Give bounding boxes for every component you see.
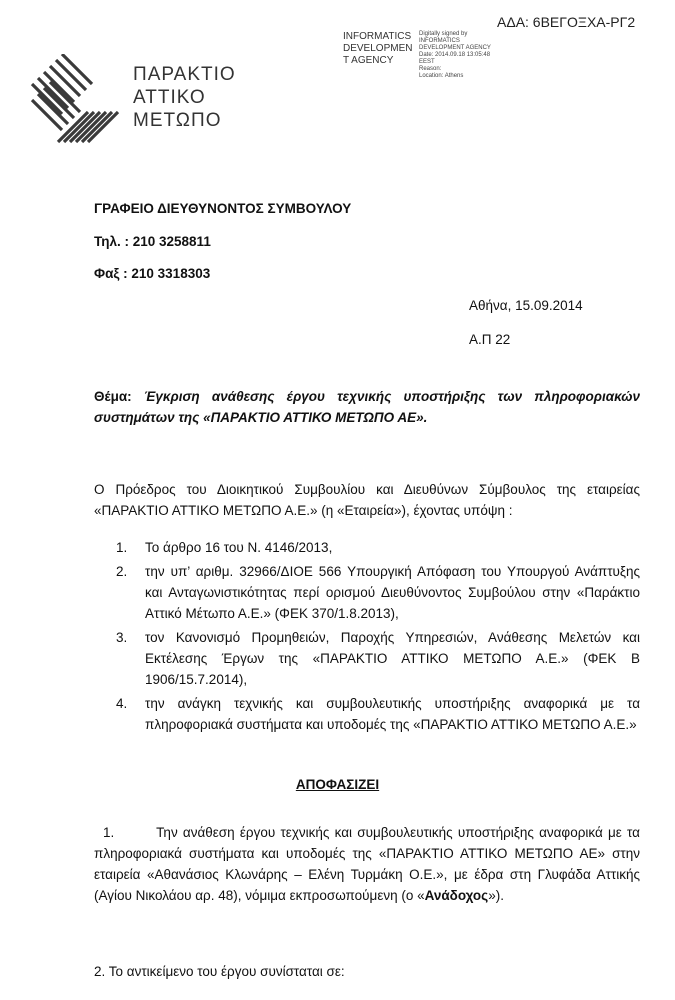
company-logo-icon [28, 54, 120, 146]
decision-number: 1. [103, 825, 115, 840]
logo-line: ΠΑΡΑΚΤΙΟ [133, 64, 236, 85]
decision-bold-term: Ανάδοχος [424, 888, 489, 903]
signature-info-line: INFORMATICS [419, 38, 460, 44]
logo-line: ΜΕΤΩΠΟ [133, 110, 222, 131]
signature-org-line: INFORMATICS [343, 31, 412, 42]
logo-line: ΑΤΤΙΚΟ [133, 87, 206, 108]
list-item [94, 537, 640, 558]
decision-paragraph-1 [94, 822, 640, 906]
signature-info-line: DEVELOPMENT AGENCY [419, 45, 491, 51]
list-item [94, 693, 640, 735]
decision-text: Την ανάθεση έργου τεχνικής και συμβουλευτικής υποστήριξης αναφορικά με τα πληροφοριακά συστήματα και υποδομές της «ΠΑΡΑΚΤΙΟ ΑΤΤΙΚΟ ΜΕΤΩΠΟ ΑΕ» στην εταιρεία «Αθανάσιος Κλωνάρης – Ελένη Τυρμάκη Ο.Ε.», με έδρα στη Γλυφάδα Αττικής (Αγίου Νικολάου αρ. 48), νόμιμα εκπροσωπούμενη (ο « [94, 825, 640, 903]
considerations-list [94, 537, 640, 738]
protocol-number: Α.Π 22 [469, 332, 511, 347]
list-item [94, 561, 640, 624]
office-title: ΓΡΑΦΕΙΟ ΔΙΕΥΘΥΝΟΝΤΟΣ ΣΥΜΒΟΥΛΟΥ [94, 201, 352, 216]
decision-paragraph-2: 2. Το αντικείμενο του έργου συνίσταται σε: [94, 964, 345, 979]
list-item-number: 3. [116, 630, 128, 645]
intro-paragraph: Ο Πρόεδρος του Διοικητικού Συμβουλίου και Διευθύνων Σύμβουλος της εταιρείας «ΠΑΡΑΚΤΙΟ ΑΤΤΙΚΟ ΜΕΤΩΠΟ Α.Ε.» (η «Εταιρεία»), έχοντας υπόψη : [94, 482, 640, 518]
list-item-text: Το άρθρο 16 του Ν. 4146/2013, [145, 540, 333, 555]
place-date: Αθήνα, 15.09.2014 [469, 298, 583, 313]
signature-info-line: Reason: [419, 66, 442, 72]
signature-organization [343, 31, 412, 67]
list-item-text: την ανάγκη τεχνικής και συμβουλευτικής υποστήριξης αναφορικά με τα πληροφοριακά συστήματα και υποδομές της «ΠΑΡΑΚΤΙΟ ΑΤΤΙΚΟ ΜΕΤΩΠΟ Α.Ε.» [145, 696, 640, 732]
list-item-number: 2. [116, 564, 128, 579]
list-item-text: την υπ’ αριθμ. 32966/ΔΙΟΕ 566 Υπουργική Απόφαση του Υπουργού Ανάπτυξης και Ανταγωνιστικότητας περί ορισμού Διευθύνοντος Συμβούλου στην «Παράκτιο Αττικό Μέτωπο Α.Ε.» (ΦΕΚ 370/1.8.2013), [145, 564, 640, 621]
subject-label: Θέμα: [94, 389, 132, 404]
list-item-number: 4. [116, 696, 128, 711]
signature-info-line: Digitally signed by [419, 31, 468, 37]
list-item [94, 627, 640, 690]
list-item-text: τον Κανονισμό Προμηθειών, Παροχής Υπηρεσιών, Ανάθεσης Μελετών και Εκτέλεσης Έργων της «ΠΑΡΑΚΤΙΟ ΑΤΤΙΚΟ ΜΕΤΩΠΟ Α.Ε.» (ΦΕΚ Β 1906/15.7.2014), [145, 630, 640, 687]
decision-heading: ΑΠΟΦΑΣΙΖΕΙ [295, 777, 380, 792]
signature-info-line: EEST [419, 59, 435, 65]
fax-number: Φαξ : 210 3318303 [94, 266, 211, 281]
signature-details [419, 31, 491, 80]
signature-info-line: Location: Athens [419, 73, 464, 79]
ada-code: ΑΔΑ: 6ΒΕΓΟΞΧΑ-ΡΓ2 [497, 14, 636, 30]
list-item-number: 1. [116, 540, 128, 555]
subject [94, 386, 640, 428]
phone-number: Τηλ. : 210 3258811 [94, 234, 211, 249]
decision-tail: »). [488, 888, 504, 903]
signature-org-line: DEVELOPMEN [343, 43, 413, 54]
signature-org-line: T AGENCY [343, 55, 394, 66]
company-logo-text [133, 63, 236, 132]
subject-text: Έγκριση ανάθεσης έργου τεχνικής υποστήριξης των πληροφοριακών συστημάτων της «ΠΑΡΑΚΤΙΟ ΑΤΤΙΚΟ ΜΕΤΩΠΟ ΑΕ». [94, 389, 640, 425]
signature-info-line: Date: 2014.09.18 13:05:48 [419, 52, 491, 58]
